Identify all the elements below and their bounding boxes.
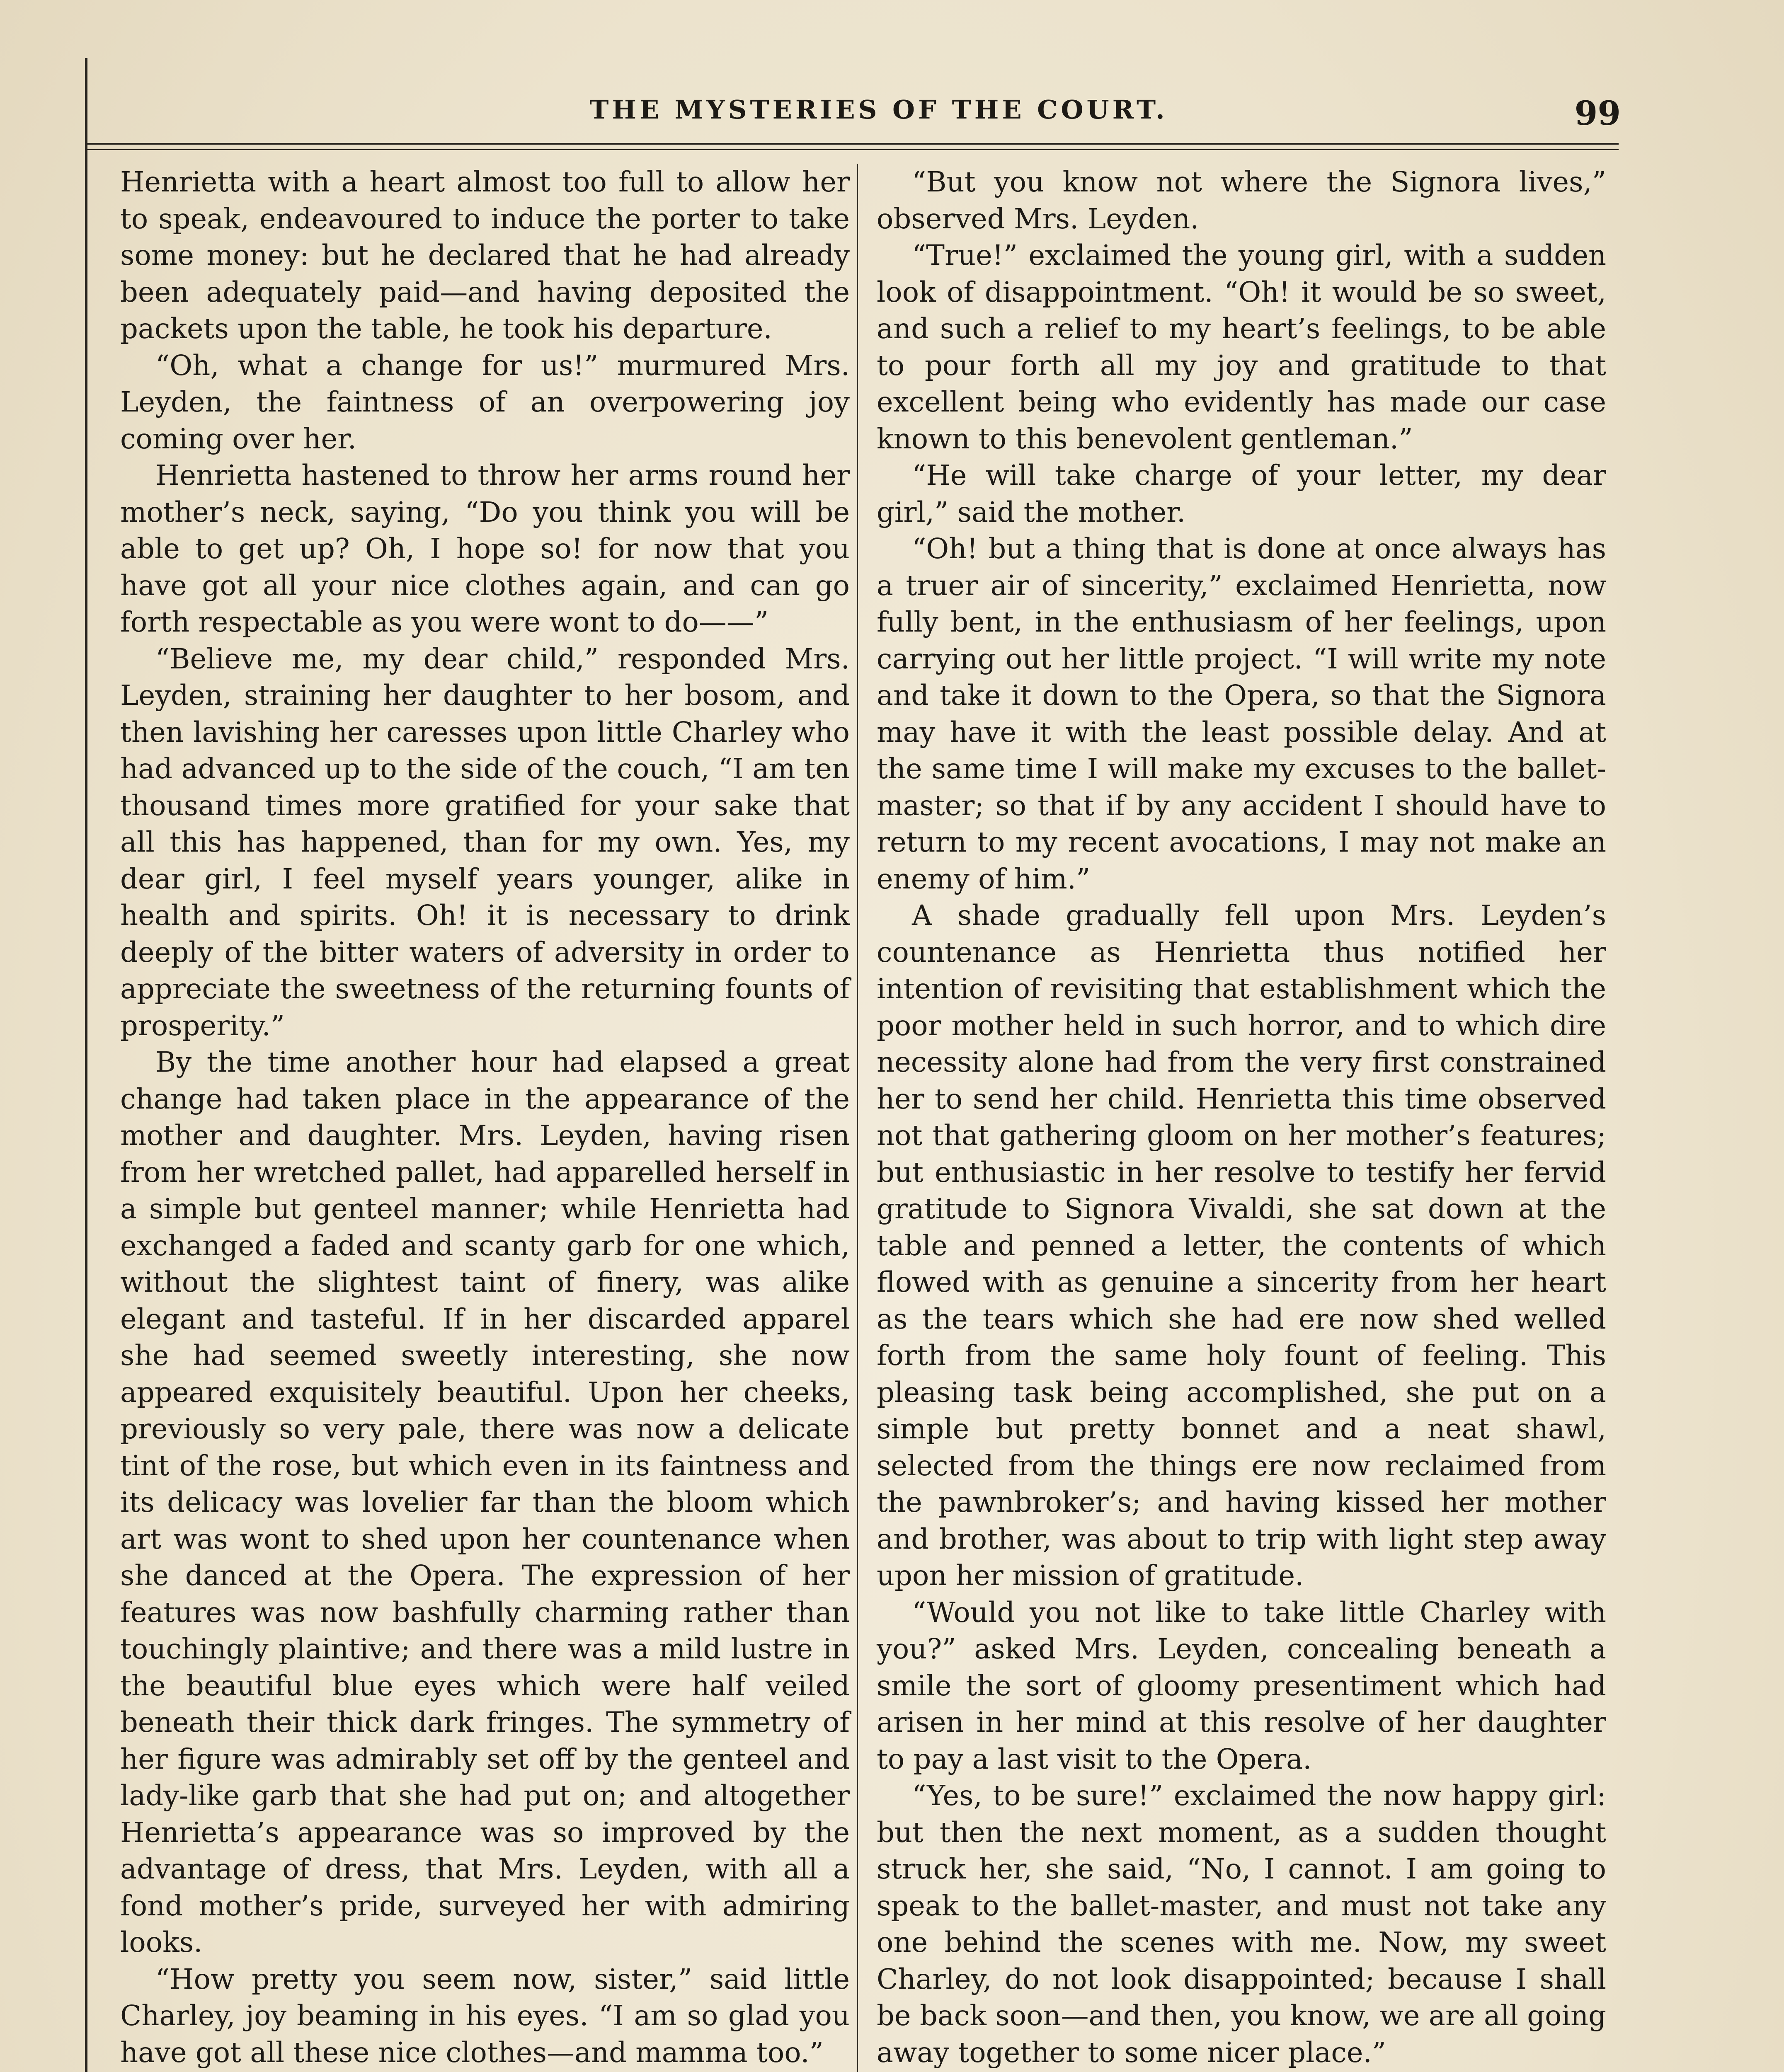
column-divider [857,164,858,2072]
paragraph: “How pretty you seem now, sister,” said little Charley, joy beaming in his eyes. “I am so glad you have got all these nice clothes—and mamma too.” [120,1963,850,2069]
running-header: THE MYSTERIES OF THE COURT. [589,94,1168,125]
paragraph: “Oh, what a change for us!” murmured Mrs. Leyden, the faintness of an overpowering joy coming over her. [120,349,850,455]
header-rule-thin [85,149,1619,150]
right-text-column [877,164,1606,2072]
paragraph: “Oh! but a thing that is done at once always has a truer air of sincerity,” exclaimed Henrietta, now fully bent, in the enthusiasm of her feelings, upon carrying out her little project. “I will write my note and take it down to the Opera, so that the Signora may have it with the least possible delay. And at the same time I will make my excuses to the ballet-master; so that if by any accident I should have to return to my recent avocations, I may not make an enemy of him.” [877,533,1606,895]
page-number: 99 [1574,94,1621,133]
paragraph: Henrietta with a heart almost too full to allow her to speak, endeavoured to induce the porter to take some money: but he declared that he had already been adequately paid—and having deposited the packets upon the table, he took his departure. [120,166,850,345]
paragraph: Henrietta hastened to throw her arms round her mother’s neck, saying, “Do you think you will be able to get up? Oh, I hope so! for now that you have got all your nice clothes again, and can go forth respectable as you were wont to do——” [120,459,850,638]
paragraph: “Would you not like to take little Charley with you?” asked Mrs. Leyden, concealing beneath a smile the sort of gloomy presentiment which had arisen in her mind at this resolve of her daughter to pay a last visit to the Opera. [877,1596,1606,1775]
paragraph: A shade gradually fell upon Mrs. Leyden’s countenance as Henrietta thus notified her intention of revisiting that establishment which the poor mother held in such horror, and to which dire necessity alone had from the very first constrained her to send her child. Henrietta this time observed not that gathering gloom on her mother’s features; but enthusiastic in her resolve to testify her fervid gratitude to Signora Vivaldi, she sat down at the table and penned a letter, the contents of which flowed with as genuine a sincerity from her heart as the tears which she had ere now shed welled forth from the same holy fount of feeling. This pleasing task being accomplished, she put on a simple but pretty bonnet and a neat shawl, selected from the things ere now reclaimed from the pawnbroker’s; and having kissed her mother and brother, was about to trip with light step away upon her mission of gratitude. [877,899,1606,1592]
header-rule [85,143,1619,145]
paragraph: “Yes, to be sure!” exclaimed the now happy girl: but then the next moment, as a sudden thought struck her, she said, “No, I cannot. I am going to speak to the ballet-master, and must not take any one behind the scenes with me. Now, my sweet Charley, do not look disappointed; because I shall be back soon—and then, you know, we are all going away together to some nicer place.” [877,1779,1606,2069]
paragraph: “Believe me, my dear child,” responded Mrs. Leyden, straining her daughter to her bosom, and then lavishing her caresses upon little Charley who had advanced up to the side of the couch, “I am ten thousand times more gratified for your sake that all this has happened, than for my own. Yes, my dear girl, I feel myself years younger, alike in health and spirits. Oh! it is necessary to drink deeply of the bitter waters of adversity in order to appreciate the sweetness of the returning founts of prosperity.” [120,642,850,1042]
left-text-column [120,164,850,2072]
paragraph: By the time another hour had elapsed a great change had taken place in the appearance of the mother and daughter. Mrs. Leyden, having risen from her wretched pallet, had apparelled herself in a simple but genteel manner; while Henrietta had exchanged a faded and scanty garb for one which, without the slightest taint of finery, was alike elegant and tasteful. If in her discarded apparel she had seemed sweetly interesting, she now appeared exquisitely beautiful. Upon her cheeks, previously so very pale, there was now a delicate tint of the rose, but which even in its faintness and its delicacy was lovelier far than the bloom which art was wont to shed upon her countenance when she danced at the Opera. The expression of her features was now bashfully charming rather than touchingly plaintive; and there was a mild lustre in the beautiful blue eyes which were half veiled beneath their thick dark fringes. The symmetry of her figure was admirably set off by the genteel and lady-like garb that she had put on; and altogether Henrietta’s appearance was so improved by the advantage of dress, that Mrs. Leyden, with all a fond mother’s pride, surveyed her with admiring looks. [120,1046,850,1958]
paragraph: “He will take charge of your letter, my dear girl,” said the mother. [877,459,1606,528]
paragraph: “But you know not where the Signora lives,” observed Mrs. Leyden. [877,166,1606,235]
page-frame-line [85,58,87,2072]
paragraph: “True!” exclaimed the young girl, with a sudden look of disappointment. “Oh! it would be so sweet, and such a relief to my heart’s feelings, to be able to pour forth all my joy and gratitude to that excellent being who evidently has made our case known to this benevolent gentleman.” [877,239,1606,455]
